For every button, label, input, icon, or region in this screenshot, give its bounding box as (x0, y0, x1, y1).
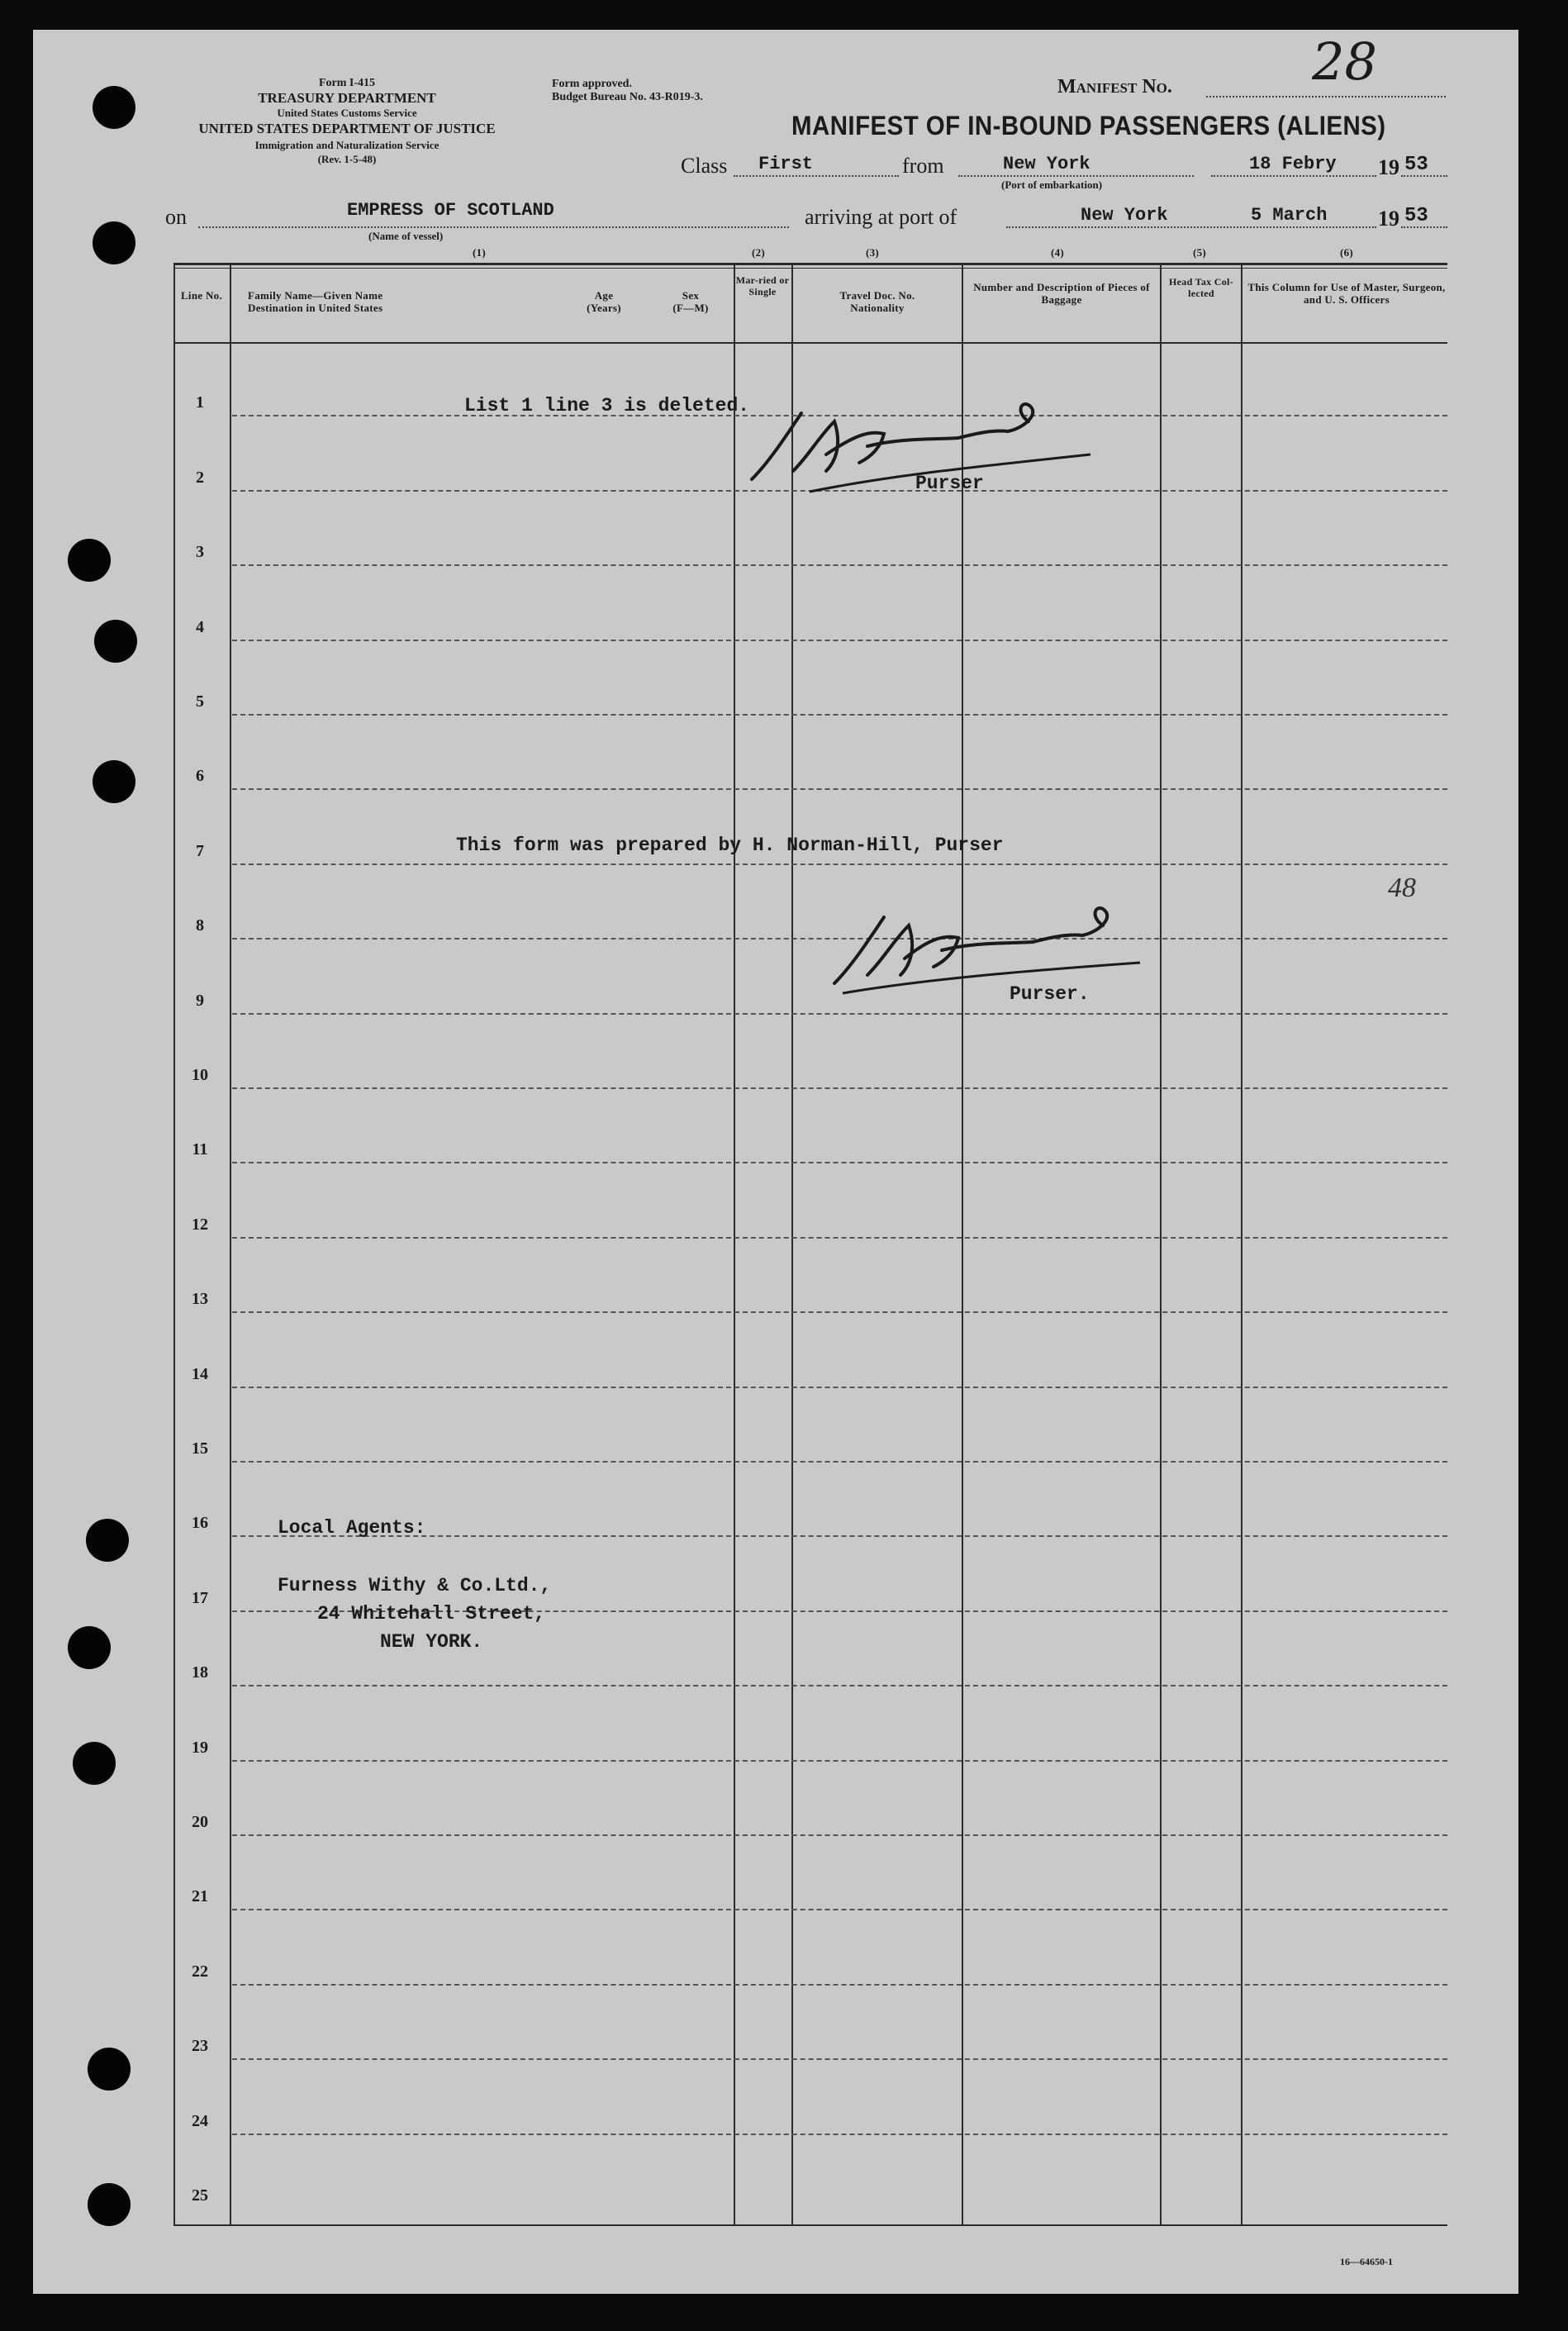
approval-block (552, 78, 703, 104)
line-number: 4 (196, 617, 204, 636)
table-row (232, 2058, 1447, 2060)
revision: (Rev. 1-5-48) (317, 153, 377, 165)
punch-hole (93, 221, 135, 264)
date2-year: 53 (1404, 205, 1428, 227)
line-number: 17 (192, 1588, 208, 1607)
table-row (232, 714, 1447, 716)
col-num-2: (2) (751, 246, 766, 259)
line-number: 5 (196, 692, 204, 711)
table-top-border-inner (173, 268, 1447, 269)
footer-code: 16—64650-1 (1340, 2256, 1393, 2267)
col-divider-married (734, 263, 735, 2226)
purser-signature-1 (744, 388, 1115, 504)
agent-city: NEW YORK. (380, 1631, 483, 1653)
justice-department: UNITED STATES DEPARTMENT OF JUSTICE (198, 121, 496, 136)
table-row (232, 1087, 1447, 1089)
agent-name: Furness Withy & Co.Ltd., (278, 1575, 552, 1596)
purser-label-1: Purser (915, 473, 984, 494)
punch-hole (93, 86, 135, 129)
col-divider-travel (791, 263, 793, 2226)
class-line (734, 175, 899, 177)
vessel-value: EMPRESS OF SCOTLAND (347, 200, 554, 221)
col-header-headtax-text: Head Tax Col-lected (1169, 276, 1233, 299)
col-divider-officers (1241, 263, 1243, 2226)
line-number: 3 (196, 543, 204, 562)
col-header-age-text: Age (594, 289, 614, 302)
table-row (232, 1834, 1447, 1836)
punch-hole (86, 1519, 129, 1562)
line-number: 15 (192, 1439, 208, 1458)
line-number: 7 (196, 841, 204, 860)
line-number: 25 (192, 2186, 208, 2205)
col-header-headtax (1165, 276, 1238, 299)
local-agents-label: Local Agents: (278, 1517, 426, 1539)
line-number: 8 (196, 916, 204, 935)
col-num-6: (6) (1339, 246, 1354, 259)
from-label: from (902, 154, 944, 178)
table-row (232, 2134, 1447, 2135)
date1-value: 18 Febry (1249, 154, 1337, 174)
col-num-3: (3) (865, 246, 880, 259)
budget-bureau: Budget Bureau No. 43-R019-3. (552, 91, 703, 103)
date1-year: 53 (1404, 154, 1428, 176)
line-number: 1 (196, 393, 204, 412)
col-num-4: (4) (1050, 246, 1065, 259)
punch-hole (88, 2048, 131, 2091)
form-title: MANIFEST OF IN-BOUND PASSENGERS (ALIENS) (791, 111, 1386, 140)
form-number: Form I-415 (318, 77, 376, 89)
table-row (232, 788, 1447, 790)
table-row (232, 1387, 1447, 1388)
col-header-family-text: Family Name—Given Name (248, 289, 383, 302)
punch-hole (94, 620, 137, 663)
col-header-destination-text: Destination in United States (248, 302, 383, 314)
arriving-label: arriving at port of (805, 205, 957, 229)
line-number: 11 (192, 1140, 208, 1159)
date2-value: 5 March (1251, 205, 1328, 226)
table-row (232, 1162, 1447, 1163)
col-header-age (575, 289, 633, 314)
col-header-line-no-text: Line No. (180, 289, 223, 302)
from-line (958, 175, 1194, 177)
table-row (232, 1311, 1447, 1313)
date2-year-line (1401, 226, 1447, 228)
col-header-travel (795, 289, 960, 314)
line-number: 12 (192, 1215, 208, 1234)
col-header-sex-text: Sex (682, 289, 700, 302)
from-value: New York (1003, 154, 1090, 174)
col-header-line-no (175, 289, 228, 302)
line-number: 20 (192, 1813, 208, 1831)
col-divider-lineno (230, 263, 231, 2226)
agent-street: 24 Whitehall Street, (317, 1603, 546, 1625)
line-number: 10 (192, 1066, 208, 1084)
punch-hole (88, 2183, 131, 2226)
deleted-note: List 1 line 3 is deleted. (464, 395, 750, 416)
line-number: 2 (196, 468, 204, 487)
arrival-line (1006, 226, 1376, 228)
header-bottom-border (173, 342, 1447, 344)
col-header-married (735, 274, 790, 297)
line-number: 22 (192, 1962, 208, 1981)
prepared-note: This form was prepared by H. Norman-Hill, Purser (456, 835, 1004, 856)
manifest-no-label: Manifest No. (1057, 76, 1172, 98)
table-row (232, 1237, 1447, 1239)
col-header-travel-text: Travel Doc. No. (839, 289, 915, 302)
date2-year-prefix: 19 (1378, 207, 1399, 231)
col-header-baggage (967, 281, 1157, 306)
line-number: 19 (192, 1738, 208, 1757)
class-value: First (758, 154, 814, 174)
col-num-5: (5) (1192, 246, 1207, 259)
purser-signature-2 (826, 892, 1173, 1000)
class-label: Class (681, 154, 728, 178)
col-divider-headtax (1160, 263, 1162, 2226)
treasury-department: TREASURY DEPARTMENT (258, 90, 436, 106)
purser-label-2: Purser. (1010, 983, 1090, 1005)
manifest-no-value: 28 (1312, 31, 1377, 92)
col-header-family (248, 289, 382, 314)
line-number: 9 (196, 991, 204, 1010)
col-header-officers-text: This Column for Use of Master, Surgeon, and U. S. Officers (1247, 281, 1446, 306)
col-header-baggage-text: Number and Description of Pieces of Baggage (973, 281, 1150, 306)
table-row (232, 1461, 1447, 1463)
line-number: 6 (196, 767, 204, 786)
col-header-sex-unit: (F—M) (672, 302, 709, 314)
margin-note: 48 (1388, 873, 1416, 903)
table-row (232, 564, 1447, 566)
customs-service: United States Customs Service (277, 107, 417, 119)
line-number: 24 (192, 2111, 208, 2130)
line-number: 18 (192, 1663, 208, 1682)
table-row (232, 640, 1447, 641)
line-number: 16 (192, 1514, 208, 1533)
line-number: 21 (192, 1887, 208, 1906)
col-header-sex (666, 289, 715, 314)
port-embarkation-note: (Port of embarkation) (1001, 178, 1103, 191)
form-header-block (157, 76, 537, 166)
table-row (232, 1013, 1447, 1015)
table-bottom-border (173, 2224, 1447, 2226)
vessel-line (198, 226, 789, 228)
ins-service: Immigration and Naturalization Service (254, 139, 440, 151)
line-number: 23 (192, 2037, 208, 2056)
form-approved: Form approved. (552, 78, 632, 90)
punch-hole (93, 760, 135, 803)
table-top-border (173, 263, 1447, 265)
col-header-nationality-text: Nationality (850, 302, 905, 314)
line-number: 13 (192, 1290, 208, 1309)
table-row (232, 1984, 1447, 1986)
date1-year-prefix: 19 (1378, 155, 1399, 179)
table-row (232, 863, 1447, 865)
col-num-1: (1) (472, 246, 487, 259)
col-header-age-unit: (Years) (587, 302, 621, 314)
arrival-port: New York (1081, 205, 1168, 226)
line-number: 14 (192, 1364, 208, 1383)
table-row (232, 1760, 1447, 1762)
col-divider-baggage (962, 263, 963, 2226)
table-row (232, 1909, 1447, 1910)
on-label: on (165, 205, 187, 229)
date1-line (1211, 175, 1376, 177)
col-header-married-text: Mar-ried or Single (735, 274, 790, 297)
punch-hole (68, 539, 111, 582)
punch-hole (73, 1742, 116, 1785)
table-row (232, 1685, 1447, 1686)
date1-year-line (1401, 175, 1447, 177)
punch-hole (68, 1626, 111, 1669)
vessel-note: (Name of vessel) (368, 230, 444, 242)
manifest-no-line (1206, 96, 1446, 98)
col-header-officers (1247, 281, 1446, 306)
